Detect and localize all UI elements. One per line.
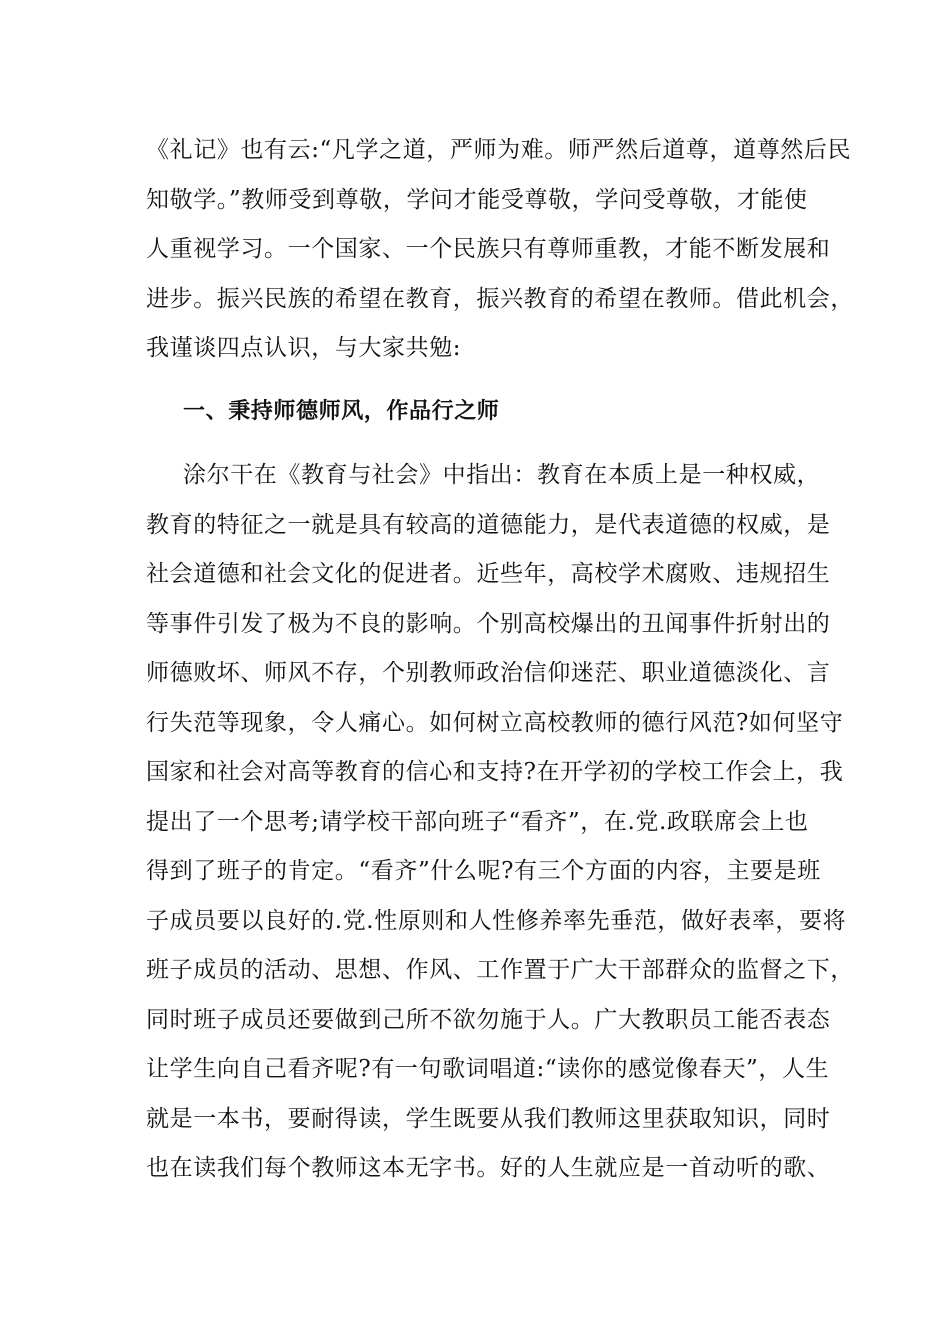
text-line: 提出了一个思考;请学校干部向班子“看齐”，在.党.政联席会上也 [146,809,809,835]
text-line: 我谨谈四点认识，与大家共勉: [146,335,462,361]
text-line: 子成员要以良好的.党.性原则和人性修养率先垂范，做好表率，要将 [146,908,847,934]
text-line: 让学生向自己看齐呢?有一句歌词唱道:“读你的感觉像春天”，人生 [146,1056,830,1082]
text-line: 进步。振兴民族的希望在教育，振兴教育的希望在教师。借此机会， [146,286,854,312]
text-line: 等事件引发了极为不良的影响。个别高校爆出的丑闻事件折射出的 [146,611,831,637]
text-line: 《礼记》也有云:“凡学之道，严师为难。师严然后道尊，道尊然后民 [146,137,852,163]
text-line: 行失范等现象，令人痛心。如何树立高校教师的德行风范?如何坚守 [146,710,844,736]
text-line: 就是一本书，要耐得读，学生既要从我们教师这里获取知识，同时 [146,1106,831,1132]
text-line: 涂尔干在《教育与社会》中指出：教育在本质上是一种权威， [183,462,821,488]
text-line: 也在读我们每个教师这本无字书。好的人生就应是一首动听的歌、 [146,1155,831,1181]
text-line: 人重视学习。一个国家、一个民族只有尊师重教，才能不断发展和 [146,236,831,262]
text-line: 班子成员的活动、思想、作风、工作置于广大干部群众的监督之下， [146,957,854,983]
text-line: 知敬学。”教师受到尊敬，学问才能受尊敬，学问受尊敬，才能使 [146,187,808,213]
text-line: 师德败坏、师风不存，个别教师政治信仰迷茫、职业道德淡化、言 [146,660,831,686]
section-heading: 一、秉持师德师风，作品行之师 [183,399,500,424]
text-line: 得到了班子的肯定。“看齐”什么呢?有三个方面的内容，主要是班 [146,858,821,884]
text-line: 教育的特征之一就是具有较高的道德能力，是代表道德的权威，是 [146,512,831,538]
text-line: 社会道德和社会文化的促进者。近些年，高校学术腐败、违规招生 [146,561,831,587]
text-line: 国家和社会对高等教育的信心和支持?在开学初的学校工作会上，我 [146,759,844,785]
text-line: 同时班子成员还要做到己所不欲勿施于人。广大教职员工能否表态 [146,1007,831,1033]
